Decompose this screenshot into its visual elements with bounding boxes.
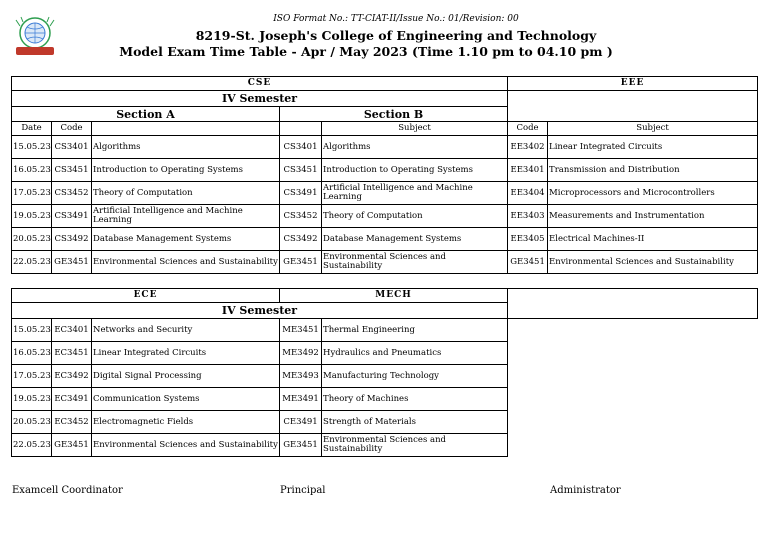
section-a-code: CS3491 [52, 205, 92, 228]
section-b-code: CS3451 [280, 159, 322, 182]
exam-date: 17.05.23 [12, 365, 52, 388]
col-subject: Subject [548, 122, 758, 136]
section-a-code: CS3452 [52, 182, 92, 205]
mech-subject: Hydraulics and Pneumatics [322, 342, 508, 365]
semester-label: IV Semester [12, 91, 508, 107]
section-a-subject: Theory of Computation [92, 182, 280, 205]
section-b-code: CS3492 [280, 228, 322, 251]
mech-code: GE3451 [280, 434, 322, 457]
ece-code: GE3451 [52, 434, 92, 457]
section-b-subject: Algorithms [322, 136, 508, 159]
eee-code: EE3405 [508, 228, 548, 251]
eee-subject: Transmission and Distribution [548, 159, 758, 182]
eee-subject: Microprocessors and Microcontrollers [548, 182, 758, 205]
exam-title: Model Exam Time Table - Apr / May 2023 (Time 1.10 pm to 04.10 pm ) [119, 44, 613, 59]
ece-subject: Networks and Security [92, 319, 280, 342]
eee-subject: Environmental Sciences and Sustainability [548, 251, 758, 274]
iso-format-line: ISO Format No.: TT-CIAT-II/Issue No.: 01/Revision: 00 [273, 14, 519, 24]
section-a-subject: Database Management Systems [92, 228, 280, 251]
section-a-subject: Introduction to Operating Systems [92, 159, 280, 182]
col-subject: Subject [322, 122, 508, 136]
section-a-code: GE3451 [52, 251, 92, 274]
exam-date: 22.05.23 [12, 251, 52, 274]
section-b-label: Section B [280, 107, 508, 122]
section-b-subject: Environmental Sciences and Sustainability [322, 251, 508, 274]
exam-date: 20.05.23 [12, 411, 52, 434]
mech-subject: Thermal Engineering [322, 319, 508, 342]
administrator-signature: Administrator [550, 485, 621, 496]
section-b-code: GE3451 [280, 251, 322, 274]
section-a-subject: Environmental Sciences and Sustainability [92, 251, 280, 274]
exam-date: 19.05.23 [12, 388, 52, 411]
section-b-subject: Artificial Intelligence and Machine Learning [322, 182, 508, 205]
eee-code: EE3404 [508, 182, 548, 205]
col-code: Code [52, 122, 92, 136]
exam-date: 19.05.23 [12, 205, 52, 228]
section-b-subject: Theory of Computation [322, 205, 508, 228]
mech-code: ME3493 [280, 365, 322, 388]
table-row [12, 205, 758, 228]
exam-date: 20.05.23 [12, 228, 52, 251]
table-row [12, 388, 758, 411]
examcell-coordinator-signature: Examcell Coordinator [12, 485, 123, 496]
section-a-code: CS3492 [52, 228, 92, 251]
ece-subject: Linear Integrated Circuits [92, 342, 280, 365]
ece-subject: Environmental Sciences and Sustainability [92, 434, 280, 457]
mech-code: ME3492 [280, 342, 322, 365]
table-row [12, 251, 758, 274]
exam-date: 15.05.23 [12, 136, 52, 159]
section-b-code: CS3452 [280, 205, 322, 228]
table-row [12, 159, 758, 182]
cse-eee-timetable [11, 76, 758, 274]
ece-mech-timetable [11, 288, 758, 457]
ece-subject: Electromagnetic Fields [92, 411, 280, 434]
table-row [12, 342, 758, 365]
section-b-code: CS3401 [280, 136, 322, 159]
mech-code: CE3491 [280, 411, 322, 434]
section-a-code: CS3401 [52, 136, 92, 159]
eee-subject: Measurements and Instrumentation [548, 205, 758, 228]
eee-code: EE3402 [508, 136, 548, 159]
eee-code: GE3451 [508, 251, 548, 274]
exam-date: 17.05.23 [12, 182, 52, 205]
section-a-label: Section A [12, 107, 280, 122]
ece-subject: Digital Signal Processing [92, 365, 280, 388]
eee-code: EE3401 [508, 159, 548, 182]
ece-code: EC3492 [52, 365, 92, 388]
dept-mech: MECH [280, 289, 508, 303]
section-a-subject: Algorithms [92, 136, 280, 159]
mech-subject: Theory of Machines [322, 388, 508, 411]
section-b-subject: Database Management Systems [322, 228, 508, 251]
mech-code: ME3491 [280, 388, 322, 411]
table-row [12, 365, 758, 388]
mech-code: ME3451 [280, 319, 322, 342]
semester-label: IV Semester [12, 303, 508, 319]
eee-code: EE3403 [508, 205, 548, 228]
ece-code: EC3452 [52, 411, 92, 434]
principal-signature: Principal [280, 485, 326, 496]
table-row [12, 136, 758, 159]
ece-code: EC3491 [52, 388, 92, 411]
col-date: Date [12, 122, 52, 136]
exam-date: 15.05.23 [12, 319, 52, 342]
section-a-code: CS3451 [52, 159, 92, 182]
section-b-code: CS3491 [280, 182, 322, 205]
eee-subject: Linear Integrated Circuits [548, 136, 758, 159]
table-row [12, 411, 758, 434]
college-name: 8219-St. Joseph's College of Engineering and Technology [195, 28, 597, 43]
ece-code: EC3451 [52, 342, 92, 365]
mech-subject: Manufacturing Technology [322, 365, 508, 388]
table-row [12, 434, 758, 457]
table-row [12, 228, 758, 251]
col-code: Code [508, 122, 548, 136]
section-a-subject: Artificial Intelligence and Machine Learning [92, 205, 280, 228]
dept-eee: EEE [508, 77, 758, 91]
table-row [12, 182, 758, 205]
mech-subject: Strength of Materials [322, 411, 508, 434]
section-b-subject: Introduction to Operating Systems [322, 159, 508, 182]
ece-code: EC3401 [52, 319, 92, 342]
table-row [12, 319, 758, 342]
dept-cse: CSE [12, 77, 508, 91]
exam-date: 16.05.23 [12, 159, 52, 182]
exam-date: 22.05.23 [12, 434, 52, 457]
dept-ece: ECE [12, 289, 280, 303]
mech-subject: Environmental Sciences and Sustainability [322, 434, 508, 457]
ece-subject: Communication Systems [92, 388, 280, 411]
eee-subject: Electrical Machines-II [548, 228, 758, 251]
exam-date: 16.05.23 [12, 342, 52, 365]
